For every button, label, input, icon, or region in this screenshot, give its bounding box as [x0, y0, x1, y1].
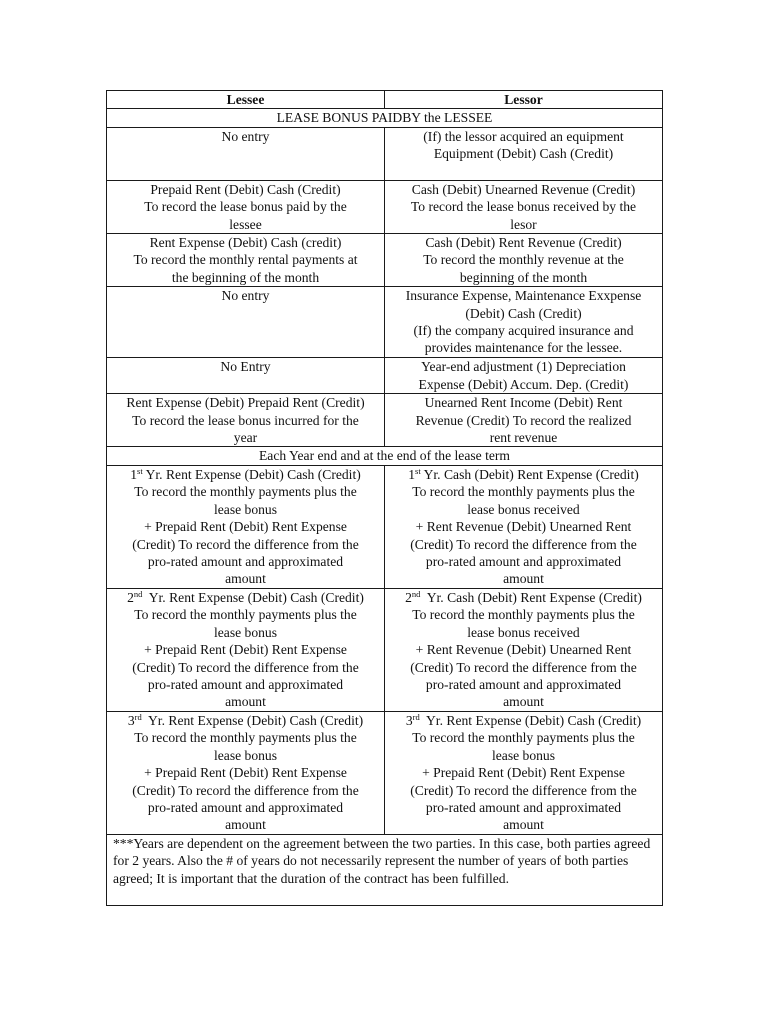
year-ordinal: rd: [412, 711, 420, 722]
table-row: [107, 394, 663, 447]
cell-line: pro-rated amount and approximated: [425, 553, 622, 569]
cell-line: (Credit) To record the difference from the: [410, 659, 637, 675]
cell-line: Cash (Debit) Rent Revenue (Credit): [425, 235, 622, 251]
section-year-end-title: Each Year end and at the end of the lease term: [107, 447, 663, 465]
lessee-cell: [107, 711, 385, 834]
section-lease-bonus-title: LEASE BONUS PAIDBY the LESSEE: [107, 109, 663, 127]
cell-line: lesor: [510, 216, 537, 232]
entry-text: Yr. Rent Expense (Debit) Cash (Credit): [142, 589, 364, 605]
cell-line: lessee: [229, 216, 262, 232]
year-number: 1: [408, 466, 416, 482]
cell-line: To record the monthly payments plus the: [412, 607, 635, 623]
cell-line: (Credit) To record the difference from the: [410, 536, 637, 552]
year-number: 1: [130, 466, 138, 482]
cell-line: (Debit) Cash (Credit): [465, 305, 582, 321]
cell-line: pro-rated amount and approximated: [147, 676, 344, 692]
cell-line: Insurance Expense, Maintenance Exxpense: [405, 288, 642, 304]
cell-line: Unearned Rent Income (Debit) Rent: [424, 395, 623, 411]
cell-line: + Prepaid Rent (Debit) Rent Expense: [144, 519, 347, 535]
lessor-cell: [385, 465, 663, 588]
cell-line: [111, 712, 380, 729]
cell-line: Equipment (Debit) Cash (Credit): [433, 146, 614, 162]
cell-line: + Prepaid Rent (Debit) Rent Expense: [144, 765, 347, 781]
table-row: [107, 234, 663, 287]
cell-line: lease bonus received: [467, 501, 580, 517]
lessor-cell: [385, 711, 663, 834]
table-row: [107, 287, 663, 358]
cell-line: pro-rated amount and approximated: [147, 553, 344, 569]
entry-text: Yr. Cash (Debit) Rent Expense (Credit): [420, 589, 642, 605]
cell-line: Expense (Debit) Accum. Dep. (Credit): [418, 376, 629, 392]
cell-line: (Credit) To record the difference from the: [132, 536, 359, 552]
cell-line: No entry: [221, 288, 270, 304]
cell-line: Rent Expense (Debit) Cash (credit): [149, 235, 342, 251]
lessee-cell: [107, 234, 385, 287]
entry-text: Yr. Rent Expense (Debit) Cash (Credit): [419, 712, 642, 728]
cell-line: amount: [225, 571, 266, 587]
lessor-cell: [385, 394, 663, 447]
cell-line: To record the monthly payments plus the: [134, 607, 357, 623]
year-number: 3: [405, 712, 413, 728]
lessor-cell: [385, 287, 663, 358]
cell-line: [389, 589, 658, 606]
lease-journal-table: [106, 90, 663, 906]
cell-line: To record the monthly payments plus the: [134, 730, 357, 746]
cell-line: lease bonus: [213, 624, 278, 640]
cell-line: lease bonus: [213, 501, 278, 517]
cell-line: No Entry: [220, 359, 271, 375]
cell-line: No entry: [221, 128, 270, 144]
cell-line: To record the lease bonus incurred for the: [132, 412, 359, 428]
cell-line: pro-rated amount and approximated: [425, 676, 622, 692]
cell-line: + Prepaid Rent (Debit) Rent Expense: [144, 642, 347, 658]
year-row: [107, 465, 663, 588]
header-row: [107, 91, 663, 109]
note-row: [107, 834, 663, 905]
year-number: 2: [405, 589, 412, 605]
cell-line: [389, 466, 658, 483]
lessor-cell: [385, 358, 663, 394]
cell-line: + Rent Revenue (Debit) Unearned Rent: [415, 519, 632, 535]
cell-line: To record the monthly rental payments at: [133, 252, 358, 268]
cell-line: amount: [503, 571, 544, 587]
cell-line: (Credit) To record the difference from the: [132, 659, 359, 675]
cell-line: year: [233, 430, 258, 446]
year-number: 2: [127, 589, 134, 605]
cell-line: + Prepaid Rent (Debit) Rent Expense: [422, 765, 625, 781]
lessor-cell: [385, 234, 663, 287]
year-ordinal: rd: [134, 711, 142, 722]
cell-line: (Credit) To record the difference from the: [410, 782, 637, 798]
cell-line: amount: [503, 694, 544, 710]
year-ordinal: nd: [411, 588, 421, 599]
cell-line: To record the lease bonus paid by the: [144, 199, 347, 215]
lessee-cell: [107, 588, 385, 711]
lessee-cell: [107, 394, 385, 447]
cell-line: Rent Expense (Debit) Prepaid Rent (Credit): [126, 395, 365, 411]
cell-line: amount: [225, 817, 266, 833]
cell-line: (Credit) To record the difference from the: [132, 782, 359, 798]
entry-text: Yr. Rent Expense (Debit) Cash (Credit): [141, 712, 364, 728]
lessee-cell: [107, 180, 385, 233]
lessor-cell: [385, 180, 663, 233]
table-row: [107, 127, 663, 180]
cell-line: [111, 466, 380, 483]
cell-line: (If) the company acquired insurance and: [413, 323, 634, 339]
cell-line: To record the monthly revenue at the: [423, 252, 624, 268]
cell-line: To record the monthly payments plus the: [412, 484, 635, 500]
cell-line: lease bonus received: [467, 624, 580, 640]
lessee-cell: [107, 287, 385, 358]
cell-line: amount: [225, 694, 266, 710]
entry-text: Yr. Rent Expense (Debit) Cash (Credit): [142, 466, 361, 482]
lessor-column-header: Lessor: [385, 91, 663, 109]
entry-text: Yr. Cash (Debit) Rent Expense (Credit): [420, 466, 639, 482]
lessee-cell: [107, 358, 385, 394]
lessee-column-header: Lessee: [107, 91, 385, 109]
year-ordinal: st: [137, 465, 143, 476]
lessee-cell: [107, 465, 385, 588]
year-number: 3: [127, 712, 135, 728]
cell-line: rent revenue: [489, 430, 558, 446]
cell-line: the beginning of the month: [171, 269, 320, 285]
cell-line: lease bonus: [491, 747, 556, 763]
cell-line: Prepaid Rent (Debit) Cash (Credit): [150, 181, 341, 197]
year-ordinal: st: [415, 465, 421, 476]
cell-line: beginning of the month: [459, 269, 588, 285]
section-header-row: [107, 447, 663, 465]
cell-line: (If) the lessor acquired an equipment: [423, 128, 624, 144]
lessee-cell: [107, 127, 385, 180]
lessor-cell: [385, 588, 663, 711]
section-header-row: [107, 109, 663, 127]
cell-line: Cash (Debit) Unearned Revenue (Credit): [411, 181, 636, 197]
cell-line: pro-rated amount and approximated: [147, 799, 344, 815]
cell-line: pro-rated amount and approximated: [425, 799, 622, 815]
cell-line: [111, 589, 380, 606]
cell-line: [389, 712, 658, 729]
table-row: [107, 180, 663, 233]
cell-line: provides maintenance for the lessee.: [424, 340, 623, 356]
footnote-text: ***Years are dependent on the agreement between the two parties. In this case, both parties agreed for 2 years. Also the # of years do not necessarily represent the number of years of both parties agreed; It is important that the duration of the contract has been fulfilled.: [107, 834, 663, 905]
cell-line: Revenue (Credit) To record the realized: [415, 412, 632, 428]
cell-line: + Rent Revenue (Debit) Unearned Rent: [415, 642, 632, 658]
lessor-cell: [385, 127, 663, 180]
cell-line: Year-end adjustment (1) Depreciation: [421, 359, 626, 375]
cell-line: To record the lease bonus received by the: [410, 199, 637, 215]
table-row: [107, 358, 663, 394]
year-row: [107, 711, 663, 834]
cell-line: To record the monthly payments plus the: [412, 730, 635, 746]
cell-line: amount: [503, 817, 544, 833]
year-row: [107, 588, 663, 711]
cell-line: lease bonus: [213, 747, 278, 763]
year-ordinal: nd: [133, 588, 143, 599]
cell-line: To record the monthly payments plus the: [134, 484, 357, 500]
